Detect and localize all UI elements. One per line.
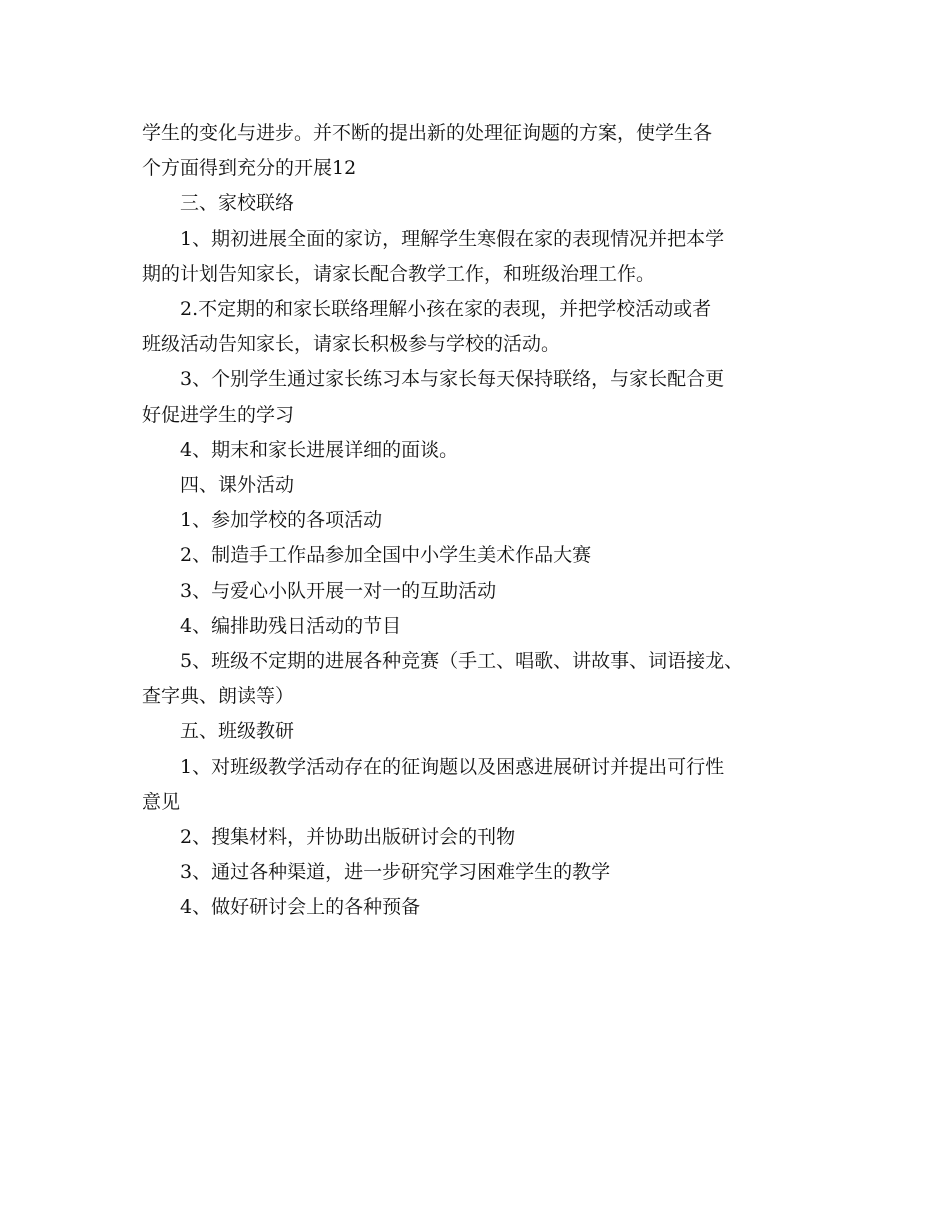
text-line: 1、期初进展全面的家访，理解学生寒假在家的表现情况并把本学 <box>180 227 725 250</box>
paragraph <box>142 292 822 362</box>
text-line: 3、通过各种渠道，进一步研究学习困难学生的教学 <box>180 861 611 884</box>
paragraph <box>142 362 822 432</box>
text-line: 意见 <box>142 790 181 813</box>
text-line: 4、期末和家长进展详细的面谈。 <box>180 438 459 461</box>
text-line: 2、制造手工作品参加全国中小学生美术作品大赛 <box>180 544 592 567</box>
text-line: 3、与爱心小队开展一对一的互助活动 <box>180 579 497 602</box>
paragraph <box>142 503 822 538</box>
text-line: 1、对班级教学活动存在的征询题以及困惑进展研讨并提出可行性 <box>180 755 725 778</box>
section-heading <box>142 186 822 221</box>
text-line: 2、搜集材料，并协助出版研讨会的刊物 <box>180 826 516 849</box>
text-line: 3、个别学生通过家长练习本与家长每天保持联络，与家长配合更 <box>180 368 725 391</box>
paragraph <box>142 890 822 925</box>
text-line: 4、编排助残日活动的节目 <box>180 614 402 637</box>
paragraph <box>142 116 822 186</box>
text-line: 查字典、朗读等） <box>142 685 295 708</box>
text-line: 期的计划告知家长，请家长配合教学工作，和班级治理工作。 <box>142 262 656 285</box>
text-line: 个方面得到充分的开展12 <box>142 157 357 180</box>
paragraph <box>142 222 822 292</box>
section-heading <box>142 468 822 503</box>
paragraph <box>142 538 822 573</box>
paragraph <box>142 644 822 714</box>
paragraph <box>142 750 822 820</box>
text-line: 三、家校联络 <box>180 192 295 215</box>
paragraph <box>142 574 822 609</box>
paragraph <box>142 433 822 468</box>
text-line: 五、班级教研 <box>180 720 295 743</box>
text-line: 2.不定期的和家长联络理解小孩在家的表现，并把学校活动或者 <box>180 298 712 321</box>
text-line: 四、课外活动 <box>180 474 295 497</box>
section-heading <box>142 714 822 749</box>
text-line: 4、做好研讨会上的各种预备 <box>180 896 421 919</box>
paragraph <box>142 609 822 644</box>
text-line: 好促进学生的学习 <box>142 403 295 426</box>
paragraph <box>142 855 822 890</box>
text-line: 5、班级不定期的进展各种竞赛（手工、唱歌、讲故事、词语接龙、 <box>180 650 744 673</box>
document-body <box>142 116 822 926</box>
paragraph <box>142 820 822 855</box>
text-line: 学生的变化与进步。并不断的提出新的处理征询题的方案，使学生各 <box>142 122 713 144</box>
text-line: 1、参加学校的各项活动 <box>180 509 383 532</box>
text-line: 班级活动告知家长，请家长积极参与学校的活动。 <box>142 333 561 356</box>
